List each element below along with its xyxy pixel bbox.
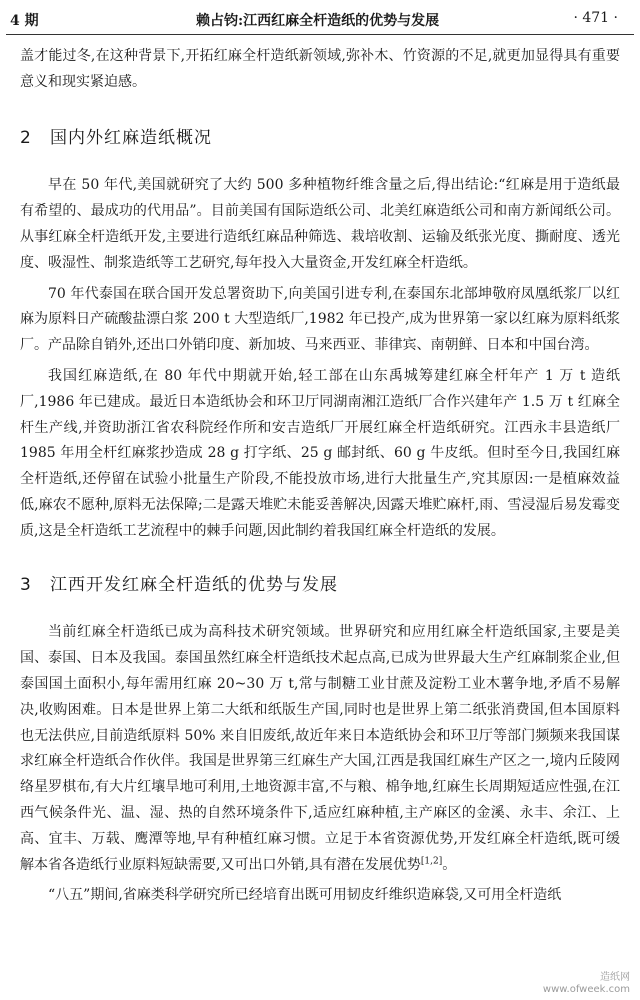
section-3-paragraph-2: “八五”期间,省麻类科学研究所已经培育出既可用韧皮纤维织造麻袋,又可用全杆造纸 <box>48 887 562 904</box>
section-3-title: 江西开发红麻全杆造纸的优势与发展 <box>50 574 338 595</box>
article-body <box>20 44 620 909</box>
header-rule <box>6 34 634 35</box>
watermark-line-2: www.ofweek.com <box>542 984 630 995</box>
citation: [1,2] <box>420 855 443 866</box>
running-title: 赖占钧:江西红麻全杆造纸的优势与发展 <box>196 13 440 29</box>
section-2-paragraph-3: 我国红麻造纸,在 80 年代中期就开始,轻工部在山东禹城筹建红麻全杆年产 1 万 t 造纸厂,1986 年已建成。最近日本造纸协会和环卫厅同湖南湘江造纸厂合作兴建年产 1.5 万 t 红麻全杆生产线,并资助浙江省农科院经作所和安吉造纸厂开展红麻全杆造纸研究。江西永丰县造纸厂 1985 年用全杆红麻浆抄造成 28 g 打字纸、25 g 邮封纸、60 g 牛皮纸。但时至今日,我国红麻全杆造纸,还停留在试验小批量生产阶段,不能投放市场,进行大批量生产,究其原因:一是植麻效益低,麻农不愿种,原料无法保障;二是露天堆贮未能妥善解决,因露天堆贮麻杆,雨、雪浸湿后易发霉变质,这是全杆造纸工艺流程中的棘手问题,因此制约着我国红麻全杆造纸的发展。 <box>20 367 620 539</box>
issue-number: 4 期 <box>10 13 39 29</box>
section-3-paragraph-1-text: 当前红麻全杆造纸已成为高科技术研究领域。世界研究和应用红麻全杆造纸国家,主要是美国、泰国、日本及我国。泰国虽然红麻全杆造纸技术起点高,已成为世界最大生产红麻制浆企业,但泰国国土面积小,每年需用红麻 20~30 万 t,常与制糖工业甘蔗及淀粉工业木薯争地,矛盾不易解决,收购困难。日本是世界上第二大纸和纸版生产国,同时也是世界上第二纸张消费国,但本国原料也无法供应,目前造纸原料 50% 来自旧废纸,故近年来日本造纸协会和环卫厅等部门频频来我国谋求红麻全杆造纸合作伙伴。我国是世界第三红麻生产大国,江西是我国红麻生产区之一,境内丘陵网络星罗棋布,有大片红壤旱地可利用,土地资源丰富,不与粮、棉争地,红麻生长周期短适应性强,在江西气候条件光、温、湿、热的自然环境条件下,适应红麻种植,主产麻区的金溪、永丰、余江、上高、宜丰、万载、鹰潭等地,早有种植红麻习惯。立足于本省资源优势,开发红麻全杆造纸,既可缓解本省各造纸行业原料短缺需要,又可出口外销,具有潜在发展优势 <box>20 624 620 873</box>
section-2-number: 2 <box>20 127 32 148</box>
section-2-paragraph-1: 早在 50 年代,美国就研究了大约 500 多种植物纤维含量之后,得出结论:“红麻是用于造纸最有希望的、最成功的代用品”。目前美国有国际造纸公司、北美红麻造纸公司和南方新闻纸公司。从事红麻全杆造纸开发,主要进行造纸红麻品种筛选、栽培收割、运输及纸张光度、撕耐度、透光度、吸湿性、制浆造纸等工艺研究,每年投入大量资金,开发红麻全杆造纸。 <box>20 177 620 271</box>
watermark-line-1: 造纸网 <box>600 972 630 983</box>
section-2-heading <box>20 126 620 152</box>
section-2-paragraph-2: 70 年代泰国在联合国开发总署资助下,向美国引进专利,在泰国东北部坤敬府凤凰纸浆厂以红麻为原料日产硫酸盐漂白浆 200 t 大型造纸厂,1982 年已投产,成为世界第一家以红麻为原料纸浆厂。产品除自销外,还出口外销印度、新加坡、马来西亚、菲律宾、南朝鲜、日本和中国台湾。 <box>20 285 620 354</box>
running-header <box>0 0 640 36</box>
intro-paragraph-tail: 盖才能过冬,在这种背景下,开拓红麻全杆造纸新领域,弥补木、竹资源的不足,就更加显得具有重要意义和现实紧迫感。 <box>20 48 620 90</box>
section-3-number: 3 <box>20 574 32 595</box>
page-number: · 471 · <box>573 10 618 26</box>
section-3-paragraph-1-end: 。 <box>442 856 457 873</box>
section-3-paragraph-1 <box>20 620 620 878</box>
section-2-title: 国内外红麻造纸概况 <box>50 127 212 148</box>
watermark <box>543 972 630 996</box>
section-3-heading <box>20 573 620 599</box>
